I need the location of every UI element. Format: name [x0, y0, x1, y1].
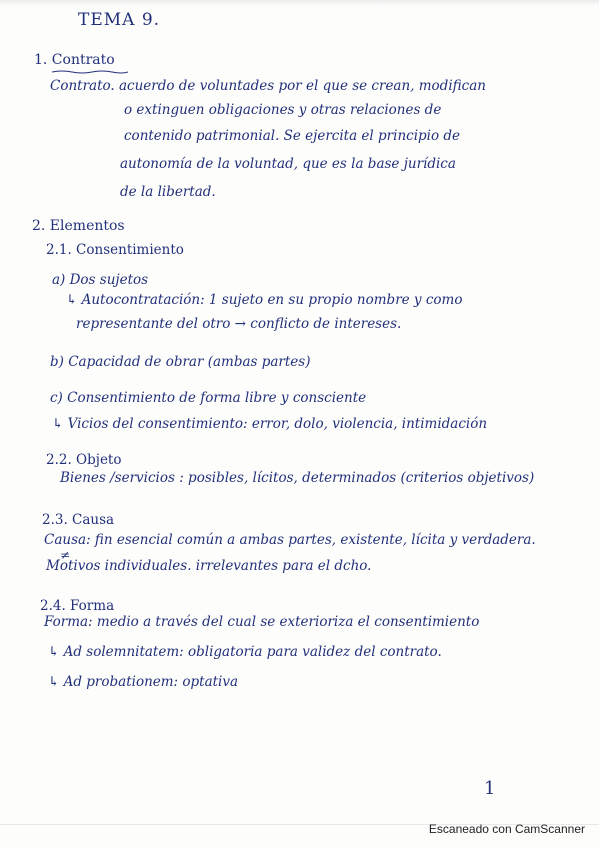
- consentimiento-autocontratacion-cont: representante del otro → conflicto de intereses.: [76, 316, 402, 332]
- consentimiento-item-b: b) Capacidad de obrar (ambas partes): [50, 354, 311, 370]
- contrato-line-1: Contrato. acuerdo de voluntades por el que se crean, modifican: [50, 78, 486, 94]
- consentimiento-vicios: ↳ Vicios del consentimiento: error, dolo, violencia, intimidación: [52, 416, 488, 432]
- consentimiento-autocontratacion: ↳ Autocontratación: 1 sujeto en su propio nombre y como: [66, 292, 463, 308]
- page-title: TEMA 9.: [78, 10, 161, 30]
- consentimiento-item-c: c) Consentimiento de forma libre y consciente: [50, 390, 367, 406]
- causa-line: Causa: fin esencial común a ambas partes, existente, lícita y verdadera.: [44, 532, 536, 548]
- section-1-heading: 1. Contrato: [34, 52, 115, 68]
- objeto-line: Bienes /servicios : posibles, lícitos, determinados (criterios objetivos): [60, 470, 535, 486]
- camscanner-watermark: Escaneado con CamScanner: [428, 822, 585, 836]
- section-2-4-heading: 2.4. Forma: [40, 598, 115, 614]
- forma-ad-probationem: ↳ Ad probationem: optativa: [48, 674, 239, 690]
- contrato-line-5: de la libertad.: [120, 184, 216, 200]
- contrato-line-2: o extinguen obligaciones y otras relaciones de: [124, 102, 442, 118]
- section-2-heading: 2. Elementos: [32, 218, 125, 234]
- not-equal-symbol: ≠: [60, 548, 71, 562]
- contrato-line-4: autonomía de la voluntad, que es la base jurídica: [120, 156, 456, 172]
- section-2-1-heading: 2.1. Consentimiento: [46, 242, 184, 258]
- page-number: 1: [484, 778, 496, 799]
- forma-line: Forma: medio a través del cual se exterioriza el consentimiento: [44, 614, 480, 630]
- forma-ad-solemnitatem: ↳ Ad solemnitatem: obligatoria para validez del contrato.: [48, 644, 442, 660]
- heading-underline: [52, 70, 128, 74]
- scan-edge: [0, 0, 599, 6]
- consentimiento-item-a: a) Dos sujetos: [52, 272, 149, 288]
- contrato-line-3: contenido patrimonial. Se ejercita el principio de: [124, 128, 461, 144]
- section-2-3-heading: 2.3. Causa: [42, 512, 115, 528]
- section-2-2-heading: 2.2. Objeto: [46, 452, 122, 468]
- motivos-line: Motivos individuales. irrelevantes para el dcho.: [46, 558, 372, 574]
